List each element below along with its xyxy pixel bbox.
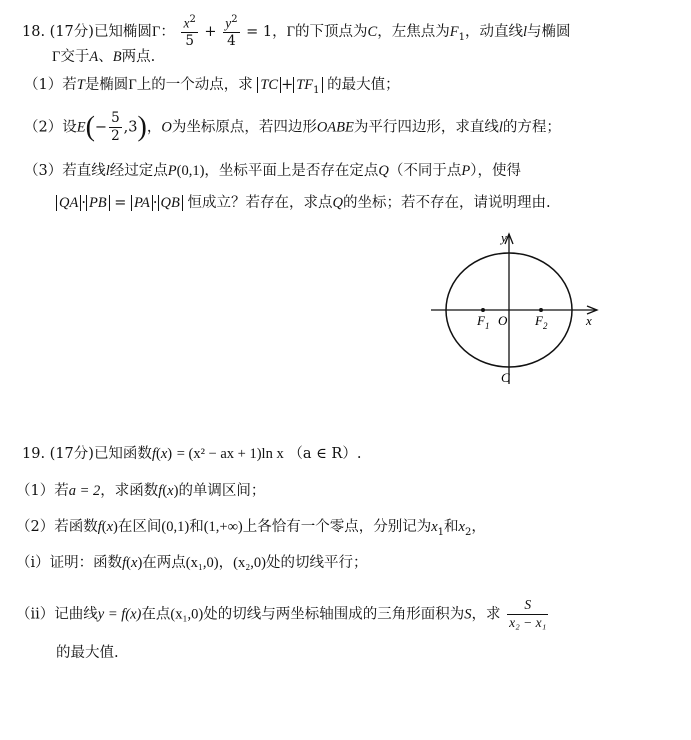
x2-var: x bbox=[458, 519, 465, 535]
and: 和 bbox=[444, 519, 459, 535]
text: ，左焦点为 bbox=[377, 24, 450, 41]
text: ， bbox=[471, 519, 486, 535]
A-var: A bbox=[89, 49, 99, 65]
text: 是椭圆 bbox=[84, 77, 129, 93]
domain: （a ∈ R）. bbox=[288, 446, 362, 462]
p18-q3-line2 bbox=[56, 196, 551, 211]
point-x1: (x₁,0) bbox=[170, 606, 204, 623]
f2-point bbox=[539, 308, 543, 312]
p18-score: (17分) bbox=[49, 24, 94, 41]
p19-qii bbox=[16, 597, 550, 632]
den-4: 4 bbox=[227, 33, 236, 50]
a-eq-2: a = 2 bbox=[68, 483, 101, 499]
func-def: = (x² − ax + 1)ln x bbox=[176, 446, 284, 462]
B-var: B bbox=[112, 49, 122, 65]
p19-q2: （2）若函数f(x)在区间(0,1)和(1,+∞)上各恰有一个零点，分别记为$x_1$和$x_2$， bbox=[16, 519, 486, 538]
y-var: y bbox=[225, 15, 232, 31]
x-var: x bbox=[167, 483, 174, 499]
qi-label: （ⅰ）证明：函数 bbox=[16, 555, 123, 571]
abs-PA: PA bbox=[131, 195, 153, 211]
F-var: F bbox=[449, 24, 459, 41]
p18-q1 bbox=[24, 78, 400, 96]
frac-5-2 bbox=[109, 110, 122, 145]
f2-sub: 2 bbox=[542, 321, 548, 331]
text: 交于 bbox=[60, 49, 90, 65]
comma: ， bbox=[218, 555, 234, 571]
den-5: 5 bbox=[185, 33, 194, 50]
eq: = bbox=[114, 195, 127, 211]
text: 的方程； bbox=[502, 119, 561, 136]
T-var: T bbox=[76, 77, 85, 93]
P-var: P bbox=[461, 163, 471, 179]
text: 两点. bbox=[121, 49, 156, 65]
l-var: l bbox=[105, 163, 110, 179]
text: 处的切线与两坐标轴围成的三角形面积为 bbox=[203, 606, 465, 623]
frac-den: x₂ − x₁ bbox=[509, 614, 547, 630]
neg: − bbox=[94, 119, 108, 136]
text: 的单调区间； bbox=[178, 483, 266, 499]
p19-last bbox=[56, 646, 119, 661]
x-var: x bbox=[131, 555, 138, 571]
S-var: S bbox=[464, 606, 472, 623]
f-var: f bbox=[151, 446, 156, 462]
paren-close: ) bbox=[137, 111, 147, 143]
plus: + bbox=[281, 77, 294, 93]
E-var: E bbox=[76, 119, 86, 136]
f2-label bbox=[534, 313, 548, 331]
dot: · bbox=[81, 195, 86, 211]
f1-sub: 1 bbox=[484, 321, 490, 331]
f-var: f bbox=[97, 519, 102, 535]
f1-letter: F bbox=[477, 313, 485, 328]
x-label: x bbox=[586, 313, 592, 328]
O-var: O bbox=[161, 119, 172, 136]
dot: · bbox=[152, 195, 158, 211]
text: 处的切线平行； bbox=[265, 555, 368, 571]
sub-1: 1 bbox=[458, 32, 465, 44]
curve-eq: y = f(x) bbox=[97, 606, 142, 623]
C-var: C bbox=[367, 24, 378, 41]
text: 的最大值； bbox=[327, 77, 400, 93]
p18-q2 bbox=[24, 110, 561, 145]
gamma-symbol: Γ bbox=[128, 77, 137, 93]
point-1: (x₁,0) bbox=[185, 555, 219, 571]
interval-1: (0,1) bbox=[161, 519, 190, 535]
text: 上各恰有一个零点，分别记为 bbox=[242, 519, 432, 535]
p18-intro: 已知椭圆 bbox=[93, 24, 152, 41]
text: 的最大值. bbox=[56, 645, 119, 661]
text: ，求 bbox=[471, 606, 501, 623]
TF-var: TF bbox=[296, 77, 314, 93]
gamma-symbol: Γ bbox=[151, 24, 161, 41]
text: 已知函数 bbox=[93, 446, 152, 462]
p18-q3 bbox=[24, 164, 521, 179]
gamma-symbol: Γ bbox=[52, 49, 61, 65]
x1-var: x bbox=[431, 519, 438, 535]
p19-score: (17分) bbox=[49, 446, 94, 462]
p19-q1: （1）若a = 2，求函数f(x)的单调区间； bbox=[16, 483, 266, 499]
sq: 2 bbox=[231, 14, 238, 25]
abs-QB: QB bbox=[158, 195, 183, 211]
sq: 2 bbox=[189, 14, 196, 25]
point-2: (x₂,0) bbox=[233, 555, 266, 571]
num-5: 5 bbox=[111, 110, 120, 126]
colon: ： bbox=[160, 24, 175, 41]
p19-line1: 19. (17分)已知函数f(x) = (x² − ax + 1)ln x （a ∈ R）. bbox=[22, 446, 362, 462]
y-label: y bbox=[501, 230, 507, 245]
text: 的坐标；若不存在，请说明理由. bbox=[342, 195, 551, 211]
f1-point bbox=[481, 308, 485, 312]
text: 上的一个动点，求 bbox=[136, 77, 253, 93]
c-label: C bbox=[501, 370, 510, 385]
f-var: f bbox=[158, 483, 163, 499]
Q-var: Q bbox=[378, 163, 389, 179]
den-2: 2 bbox=[111, 127, 120, 144]
text: 的下顶点为 bbox=[295, 24, 368, 41]
p18-line1 bbox=[22, 14, 570, 50]
q1-label: （1）若 bbox=[16, 483, 69, 499]
text: 经过定点 bbox=[109, 163, 168, 179]
text: ），使得 bbox=[470, 163, 522, 179]
text: 在两点 bbox=[142, 555, 186, 571]
q2-label: （2）若函数 bbox=[16, 519, 98, 535]
coord-3: ,3 bbox=[123, 119, 138, 136]
frac-num: S bbox=[507, 597, 548, 615]
gamma-symbol: Γ bbox=[286, 24, 296, 41]
text: 为坐标原点，若四边形 bbox=[171, 119, 317, 136]
abs-TF1 bbox=[293, 77, 322, 96]
plus: + bbox=[204, 24, 217, 41]
f-var: f bbox=[122, 555, 127, 571]
ellipse-figure bbox=[425, 228, 605, 390]
l-var: l bbox=[522, 24, 527, 41]
x-var: x bbox=[160, 446, 168, 462]
text: ，动直线 bbox=[464, 24, 523, 41]
frac-S bbox=[507, 597, 548, 632]
text: ， bbox=[146, 119, 162, 136]
qii-label: （ⅱ）记曲线 bbox=[16, 606, 98, 623]
frac-y2-4 bbox=[223, 14, 239, 50]
P-coord: (0,1) bbox=[176, 163, 205, 179]
eq-1: = 1， bbox=[246, 24, 287, 41]
abs-PB: PB bbox=[86, 195, 110, 211]
l-var: l bbox=[498, 119, 503, 136]
P-var: P bbox=[167, 163, 177, 179]
f1-label bbox=[476, 313, 489, 331]
and: 和 bbox=[189, 519, 204, 535]
text: 为平行四边形，求直线 bbox=[353, 119, 499, 136]
q3-label: （3）若直线 bbox=[24, 163, 106, 179]
frac-x2-5 bbox=[181, 14, 197, 50]
OABE-var: OABE bbox=[316, 119, 354, 136]
sep: 、 bbox=[98, 49, 113, 65]
text: 在点 bbox=[141, 606, 171, 623]
abs-TC: TC bbox=[257, 77, 281, 93]
text: 恒成立？若存在，求点 bbox=[187, 195, 333, 211]
interval-2: (1,+∞) bbox=[203, 519, 243, 535]
text: 在区间 bbox=[117, 519, 162, 535]
x-var: x bbox=[183, 15, 190, 31]
abs-QA: QA bbox=[56, 195, 81, 211]
p18-line2 bbox=[52, 50, 155, 65]
sub-1: 1 bbox=[313, 84, 320, 96]
text: 与椭圆 bbox=[526, 24, 571, 41]
q2-label: （2）设 bbox=[24, 119, 77, 136]
origin-label: O bbox=[498, 313, 508, 328]
text: （不同于点 bbox=[388, 163, 462, 179]
x-var: x bbox=[106, 519, 114, 535]
text: ，求函数 bbox=[100, 483, 159, 499]
p19-number: 19. bbox=[22, 446, 46, 462]
f2-letter: F bbox=[535, 313, 543, 328]
p18-number: 18. bbox=[22, 24, 46, 41]
Q-var: Q bbox=[332, 195, 343, 211]
paren-open: ( bbox=[85, 111, 95, 143]
text: ，坐标平面上是否存在定点 bbox=[204, 163, 379, 179]
p19-qi: （ⅰ）证明：函数f(x)在两点(x₁,0)，(x₂,0)处的切线平行； bbox=[16, 555, 368, 571]
q1-label: （1）若 bbox=[24, 77, 77, 93]
